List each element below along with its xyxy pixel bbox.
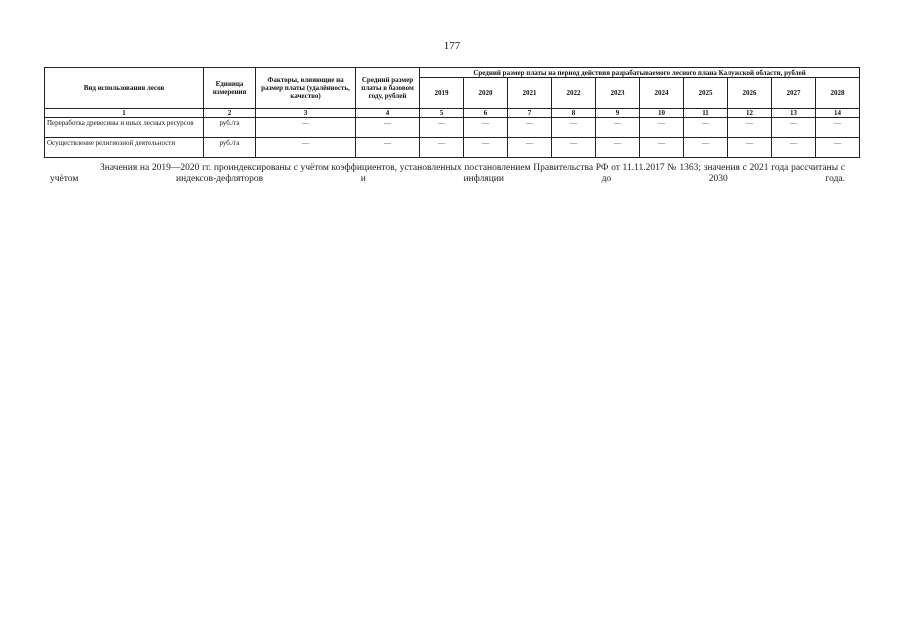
row-value: — — [728, 118, 772, 138]
header-unit: Единица измерения — [204, 68, 256, 109]
footnote: Значения на 2019—2020 гг. проиндексированы с учётом коэффициентов, установленных постановлением Правительства РФ от 11.11.2017 № 1363; значения с 2021 года рассчитаны с учётом индексов-дефляторов и инфляции до 2030 года. — [50, 163, 845, 184]
header-type-of-use: Вид использования лесов — [45, 68, 204, 109]
row-value: — — [552, 138, 596, 158]
row-value: — — [772, 138, 816, 158]
row-value: — — [816, 138, 860, 158]
column-number: 13 — [772, 109, 816, 118]
row-value: — — [596, 118, 640, 138]
row-value: — — [420, 118, 464, 138]
header-period-group: Средний размер платы на период действия разрабатываемого лесного плана Калужской области, рублей — [420, 68, 860, 78]
row-value: — — [596, 138, 640, 158]
header-year: 2021 — [508, 78, 552, 109]
table-row — [45, 138, 860, 158]
row-value: — — [420, 138, 464, 158]
page-number: 177 — [443, 40, 461, 52]
row-value: — — [256, 138, 356, 158]
header-year: 2025 — [684, 78, 728, 109]
column-number: 1 — [45, 109, 204, 118]
row-value: — — [816, 118, 860, 138]
header-factors: Факторы, влияющие на размер платы (удалённость, качество) — [256, 68, 356, 109]
row-value: — — [772, 118, 816, 138]
header-year: 2023 — [596, 78, 640, 109]
column-number: 11 — [684, 109, 728, 118]
column-number: 10 — [640, 109, 684, 118]
row-type-of-use: Переработка древесины и иных лесных ресурсов — [45, 118, 204, 138]
row-value: — — [356, 118, 420, 138]
row-value: — — [684, 118, 728, 138]
column-number: 4 — [356, 109, 420, 118]
column-number: 3 — [256, 109, 356, 118]
column-number: 6 — [464, 109, 508, 118]
header-year: 2020 — [464, 78, 508, 109]
row-value: — — [508, 118, 552, 138]
column-number: 14 — [816, 109, 860, 118]
column-number: 12 — [728, 109, 772, 118]
header-year: 2028 — [816, 78, 860, 109]
header-year: 2027 — [772, 78, 816, 109]
column-number: 9 — [596, 109, 640, 118]
column-number: 5 — [420, 109, 464, 118]
header-year: 2024 — [640, 78, 684, 109]
row-value: — — [508, 138, 552, 158]
row-value: — — [356, 138, 420, 158]
row-value: — — [640, 118, 684, 138]
row-value: — — [684, 138, 728, 158]
row-value: — — [640, 138, 684, 158]
row-value: — — [552, 118, 596, 138]
row-unit: руб./га — [204, 138, 256, 158]
header-year: 2022 — [552, 78, 596, 109]
row-type-of-use: Осуществление религиозной деятельности — [45, 138, 204, 158]
column-number: 8 — [552, 109, 596, 118]
header-year: 2019 — [420, 78, 464, 109]
header-year: 2026 — [728, 78, 772, 109]
column-number: 2 — [204, 109, 256, 118]
row-unit: руб./га — [204, 118, 256, 138]
row-value: — — [256, 118, 356, 138]
row-value: — — [464, 138, 508, 158]
row-value: — — [464, 118, 508, 138]
header-base-average: Средний размер платы в базовом году, рублей — [356, 68, 420, 109]
forest-fee-table — [44, 67, 860, 158]
column-number: 7 — [508, 109, 552, 118]
table-row — [45, 118, 860, 138]
row-value: — — [728, 138, 772, 158]
